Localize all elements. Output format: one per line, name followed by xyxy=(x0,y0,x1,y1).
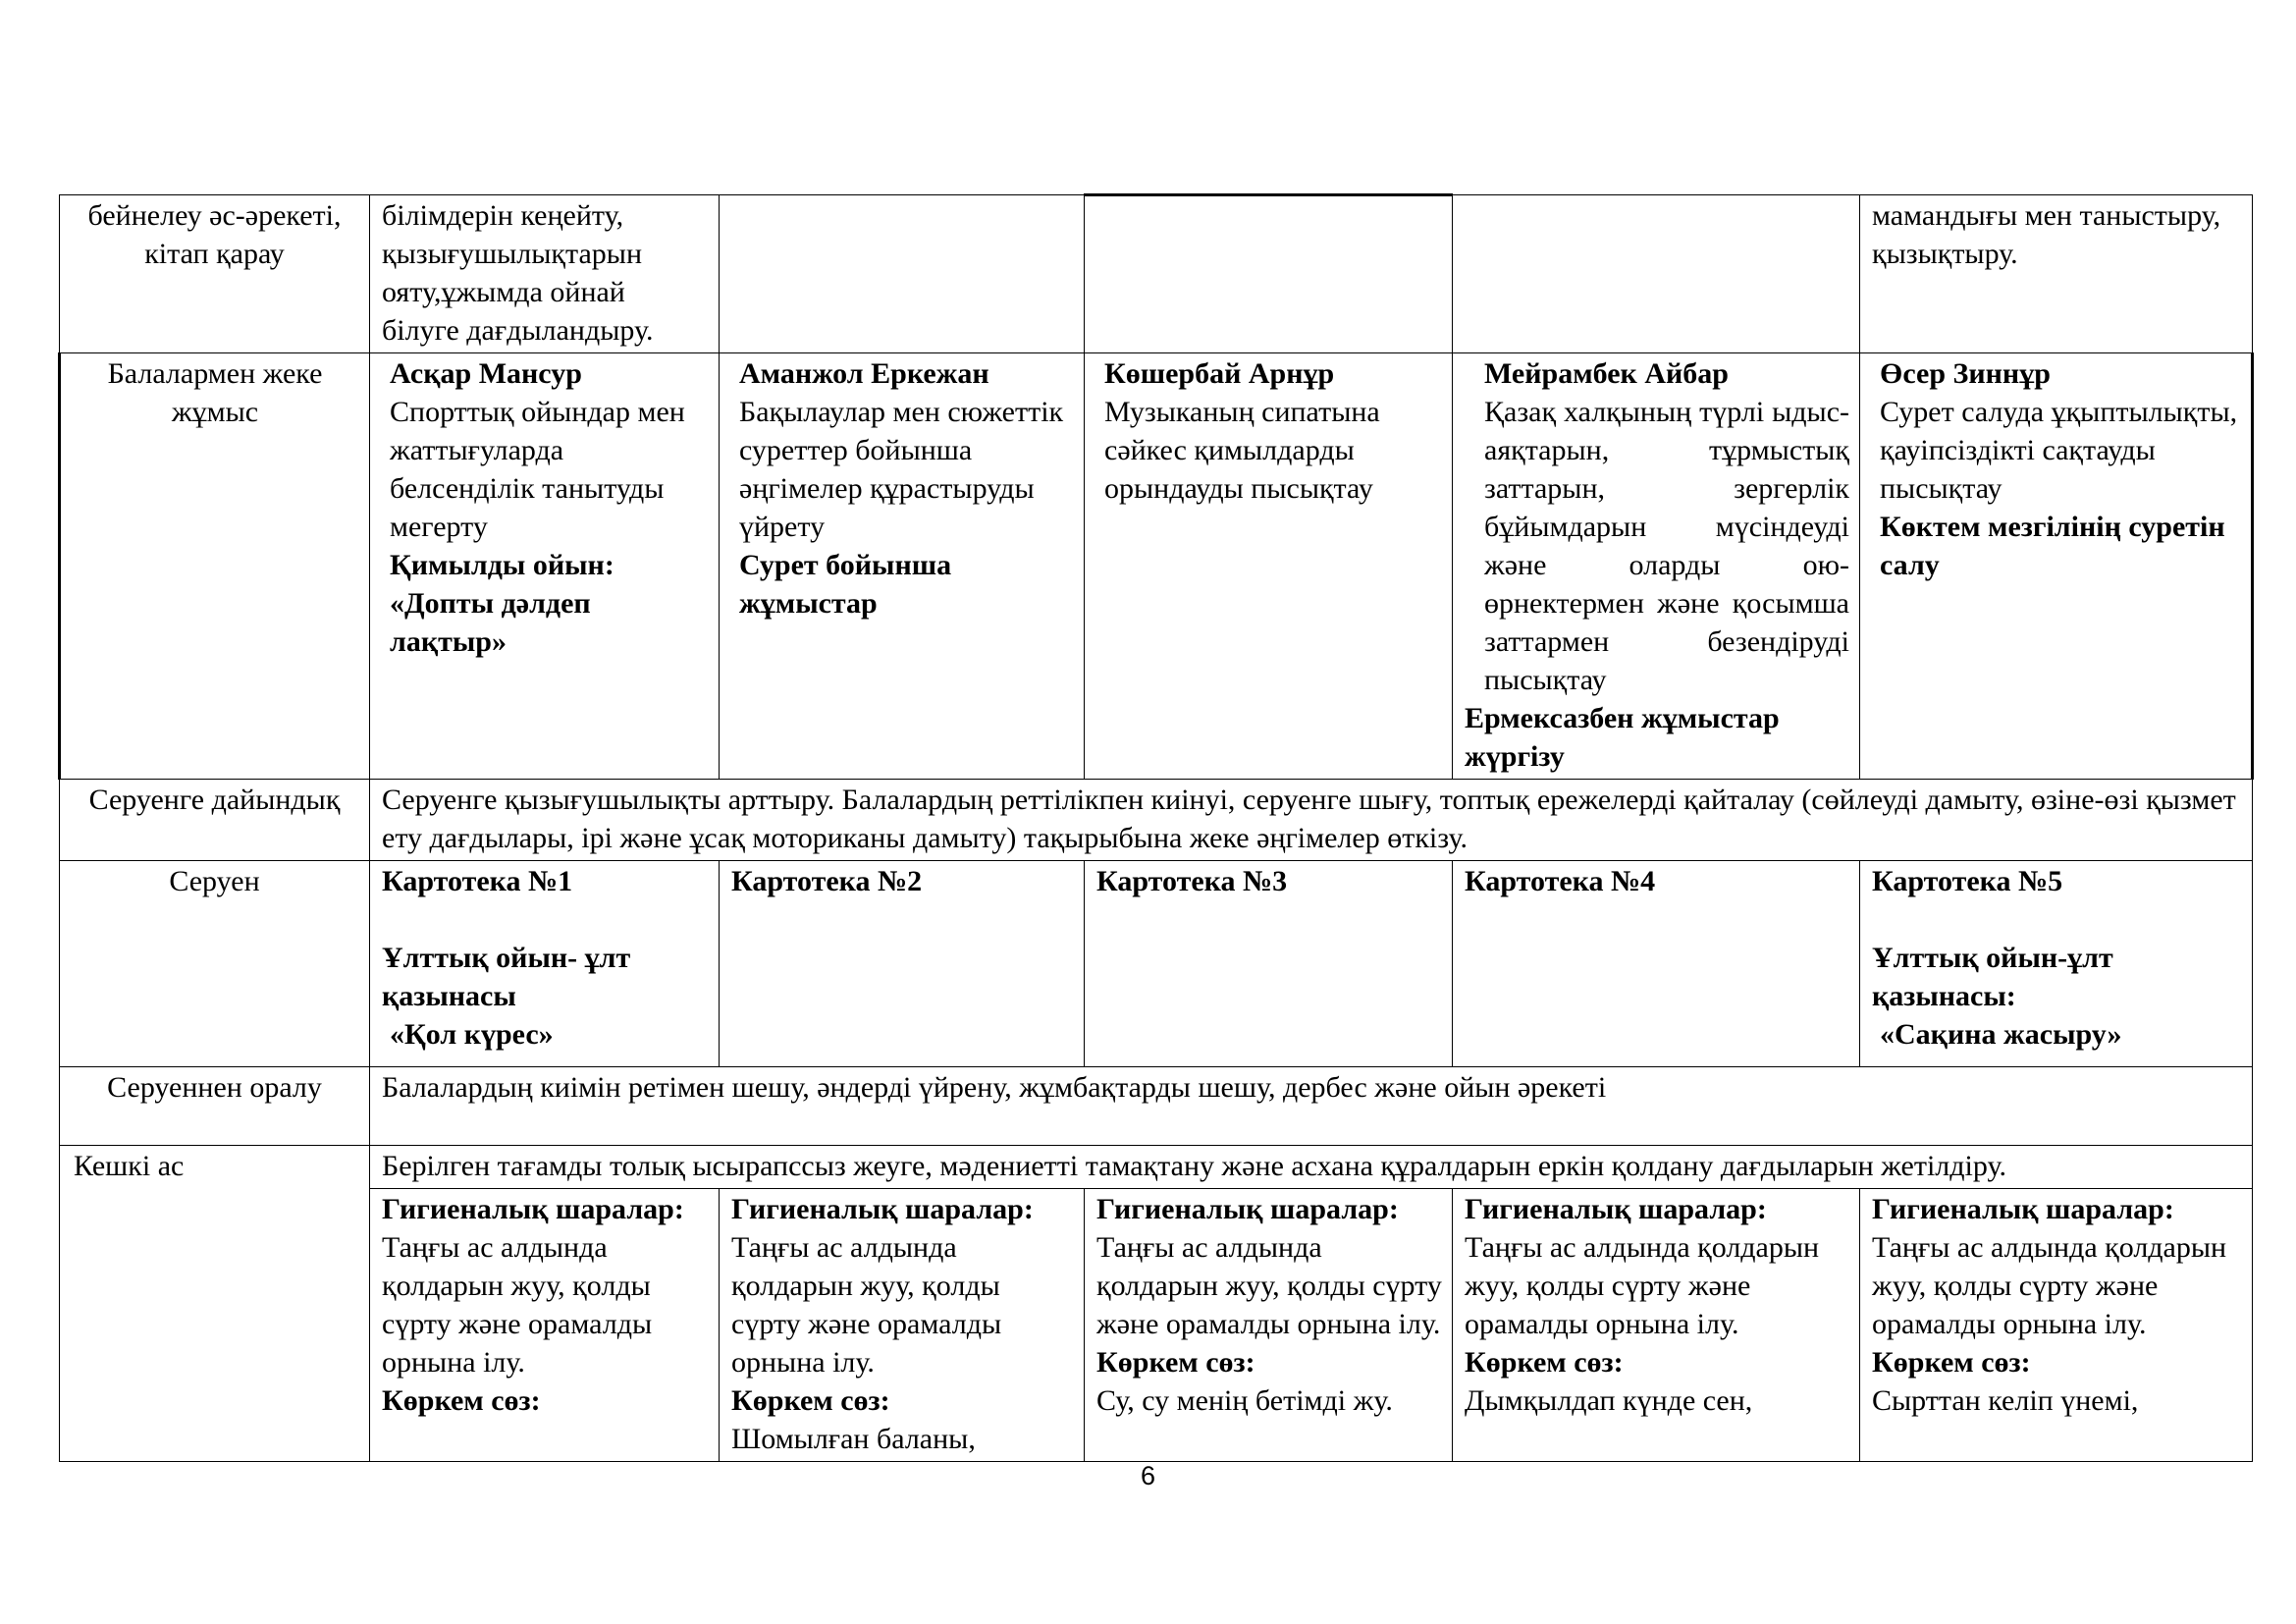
poem-text: Су, су менің бетімді жу. xyxy=(1096,1384,1393,1417)
cell-thursday xyxy=(1453,861,1860,1067)
cell-monday xyxy=(370,1189,720,1462)
card-number: Картотека №2 xyxy=(731,865,923,897)
card-number: Картотека №5 xyxy=(1872,865,2063,897)
cell-monday xyxy=(370,861,720,1067)
task-text: Бақылаулар мен сюжеттік суреттер бойынша әңгімелер құрастыруды үйрету xyxy=(739,396,1064,543)
cell-tuesday xyxy=(720,353,1085,780)
row-label: Кешкі ас xyxy=(60,1146,370,1462)
poem-heading: Көркем сөз: xyxy=(1465,1346,1624,1379)
child-name: Көшербай Арнұр xyxy=(1104,357,1335,390)
cell-monday: білімдерін кеңейту, қызығушылықтарын ояту,ұжымда ойнай білуге дағдыландыру. xyxy=(370,195,720,353)
page-number: 6 xyxy=(1140,1461,1156,1490)
cell-thursday xyxy=(1453,353,1860,780)
task-text: Сурет салуда ұқыптылықты, қауіпсіздікті сақтауды пысықтау xyxy=(1880,396,2238,505)
game-title-line2: қазынасы xyxy=(382,980,516,1012)
child-name: Асқар Мансур xyxy=(390,357,582,390)
poem-heading: Көркем сөз: xyxy=(731,1384,890,1417)
child-name: Аманжол Еркежан xyxy=(739,357,989,390)
cell-tuesday xyxy=(720,861,1085,1067)
task-text: Музыканың сипатына сәйкес қимылдарды орындауды пысықтау xyxy=(1104,396,1380,505)
game-title-line1: Ұлттық ойын- ұлт xyxy=(382,942,631,974)
hygiene-text: Таңғы ас алдында қолдарын жуу, қолды сүрту және орамалды орнына ілу. xyxy=(1465,1231,1820,1340)
poem-text: Шомылған баланы, xyxy=(731,1423,976,1455)
cell-wednesday xyxy=(1085,1189,1453,1462)
cell-wednesday xyxy=(1085,861,1453,1067)
row-label: Серуеннен оралу xyxy=(60,1067,370,1146)
hygiene-heading: Гигиеналық шаралар: xyxy=(1465,1193,1767,1225)
row-walk xyxy=(60,861,2253,1067)
cell-friday xyxy=(1860,1189,2253,1462)
child-name: Мейрамбек Айбар xyxy=(1484,357,1729,390)
row-art-activity xyxy=(60,195,2253,353)
card-number: Картотека №4 xyxy=(1465,865,1656,897)
row-individual-work xyxy=(60,353,2253,780)
row-label: бейнелеу әс-әрекеті, кітап қарау xyxy=(60,195,370,353)
hygiene-text: Таңғы ас алдында қолдарын жуу, қолды сүрту және орамалды орнына ілу. xyxy=(731,1231,1002,1379)
cell-monday xyxy=(370,353,720,780)
walk-prep-text: Серуенге қызығушылықты арттыру. Балалардың реттілікпен киінуі, серуенге шығу, топтық ережелерді қайталау (сөйлеуді дамыту, өзіне-өзі қызмет ету дағдылары, ірі және ұсақ моториканы дамыту) тақырыбына жеке әңгімелер өткізу. xyxy=(370,780,2253,861)
hygiene-heading: Гигиеналық шаралар: xyxy=(1096,1193,1399,1225)
cell-tuesday xyxy=(720,195,1085,353)
task-activity: Көктем мезгілінің суретін салу xyxy=(1880,511,2225,581)
row-return-from-walk xyxy=(60,1067,2253,1146)
cell-wednesday xyxy=(1085,353,1453,780)
game-title-line1: Ұлттық ойын-ұлт xyxy=(1872,942,2113,974)
card-number: Картотека №3 xyxy=(1096,865,1288,897)
hygiene-heading: Гигиеналық шаралар: xyxy=(731,1193,1034,1225)
cell-friday xyxy=(1860,861,2253,1067)
poem-text: Дымқылдап күнде сен, xyxy=(1465,1384,1753,1417)
cell-thursday xyxy=(1453,195,1860,353)
row-dinner xyxy=(60,1146,2253,1189)
hygiene-heading: Гигиеналық шаралар: xyxy=(1872,1193,2174,1225)
card-number: Картотека №1 xyxy=(382,865,573,897)
cell-thursday xyxy=(1453,1189,1860,1462)
hygiene-text: Таңғы ас алдында қолдарын жуу, қолды сүрту және орамалды орнына ілу. xyxy=(1872,1231,2227,1340)
task-activity: Қимылды ойын: «Допты дәлдеп лақтыр» xyxy=(390,549,614,658)
cell-wednesday xyxy=(1085,195,1453,353)
task-text: Спорттық ойындар мен жаттығуларда белсенділік танытуды мегерту xyxy=(390,396,685,543)
task-activity: Ермексазбен жұмыстар жүргізу xyxy=(1465,702,1780,773)
task-activity: Сурет бойынша жұмыстар xyxy=(739,549,952,620)
row-label: Серуен xyxy=(60,861,370,1067)
hygiene-text: Таңғы ас алдында қолдарын жуу, қолды сүрту және орамалды орнына ілу. xyxy=(382,1231,653,1379)
return-text: Балалардың киімін ретімен шешу, әндерді үйрену, жұмбақтарды шешу, дербес және ойын әрекеті xyxy=(370,1067,2253,1146)
poem-heading: Көркем сөз: xyxy=(382,1384,541,1417)
poem-heading: Көркем сөз: xyxy=(1096,1346,1255,1379)
game-name: «Сақина жасыру» xyxy=(1880,1018,2122,1051)
cell-tuesday xyxy=(720,1189,1085,1462)
cell-friday: мамандығы мен таныстыру, қызықтыру. xyxy=(1860,195,2253,353)
cell-friday xyxy=(1860,353,2253,780)
poem-text: Сырттан келіп үнемі, xyxy=(1872,1384,2139,1417)
row-dinner-details xyxy=(60,1189,2253,1462)
row-label: Балалармен жеке жұмыс xyxy=(60,353,370,780)
task-text: Қазақ халқының түрлі ыдыс-аяқтарын, тұрмыстық заттарын, зергерлік бұйымдарын мүсіндеуді және оларды ою-өрнектермен және қосымша заттармен безендіруді пысықтау xyxy=(1484,396,1849,696)
row-walk-preparation xyxy=(60,780,2253,861)
daily-plan-table xyxy=(58,193,2254,1462)
child-name: Өсер Зиннұр xyxy=(1880,357,2051,390)
hygiene-heading: Гигиеналық шаралар: xyxy=(382,1193,684,1225)
dinner-text: Берілген тағамды толық ысырапссыз жеуге, мәдениетті тамақтану және асхана құралдарын еркін қолдану дағдыларын жетілдіру. xyxy=(370,1146,2253,1189)
row-label: Серуенге дайындық xyxy=(60,780,370,861)
game-name: «Қол күрес» xyxy=(390,1018,554,1051)
poem-heading: Көркем сөз: xyxy=(1872,1346,2031,1379)
hygiene-text: Таңғы ас алдында қолдарын жуу, қолды сүрту және орамалды орнына ілу. xyxy=(1096,1231,1442,1340)
game-title-line2: қазынасы: xyxy=(1872,980,2016,1012)
